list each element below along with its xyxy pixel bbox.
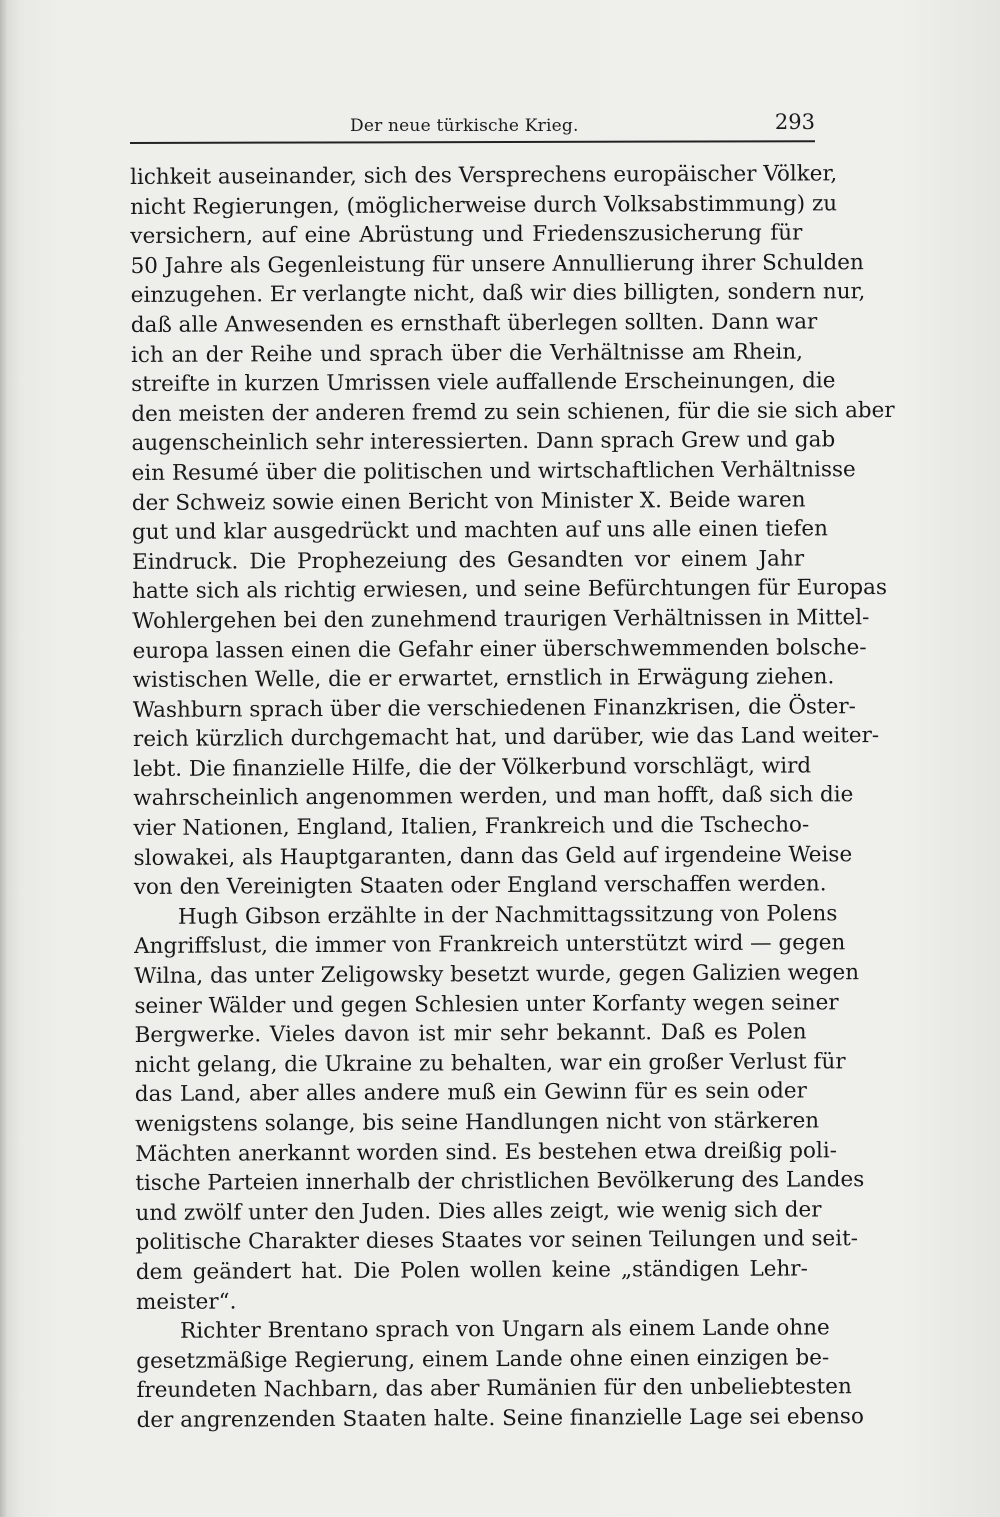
text-line: nicht Regierungen, (möglicherweise durch Volksabstimmung) zu	[130, 190, 838, 220]
text-line: augenscheinlich sehr interessierten. Dann sprach Grew und gab	[131, 427, 836, 457]
text-line: lichkeit auseinander, sich des Versprechens europäischer Völker,	[130, 161, 838, 190]
text-line: gut und klar ausgedrückt und machten auf uns alle einen tiefen	[131, 516, 829, 546]
text-line: meister“.	[135, 1289, 237, 1315]
text-line: ich an der Reihe und sprach über die Verhältnisse am Rhein,	[130, 339, 804, 368]
text-line: Angriffslust, die immer von Frankreich unterstützt wird — gegen	[134, 930, 846, 960]
text-line: Eindruck. Die Prophezeiung des Gesandten vor einem Jahr	[132, 546, 805, 575]
text-line: gesetzmäßige Regierung, einem Lande ohne einen einzigen be-	[136, 1345, 830, 1374]
text-line: und zwölf unter den Juden. Dies alles zeigt, wie wenig sich der	[135, 1197, 822, 1226]
text-line: tische Parteien innerhalb der christlichen Bevölkerung des Landes	[135, 1167, 865, 1197]
text-line: der Schweiz sowie einen Bericht von Minister X. Beide waren	[131, 486, 806, 516]
page-number: 293	[774, 110, 815, 134]
text-line: hatte sich als richtig erwiesen, und seine Befürchtungen für Europas	[132, 575, 888, 605]
text-line: daß alle Anwesenden es ernsthaft überlegen sollten. Dann war	[130, 309, 818, 338]
text-line: nicht gelang, die Ukraine zu behalten, war ein großer Verlust für	[134, 1049, 846, 1078]
text-line: wahrscheinlich angenommen werden, und man hofft, daß sich die	[133, 782, 854, 812]
text-line: Mächten anerkannt worden sind. Es bestehen etwa dreißig poli-	[135, 1137, 837, 1167]
text-line: einzugehen. Er verlangte nicht, daß wir dies billigten, sondern nur,	[130, 279, 866, 309]
text-line: wenigstens solange, bis seine Handlungen nicht von stärkeren	[134, 1108, 820, 1137]
text-line: dem geändert hat. Die Polen wollen keine „ständigen Lehr-	[135, 1256, 808, 1285]
text-line: Washburn sprach über die verschiedenen Finanzkrisen, die Öster-	[132, 693, 856, 723]
text-line: europa lassen einen die Gefahr einer überschwemmenden bolsche-	[132, 634, 867, 664]
text-line: streifte in kurzen Umrissen viele auffallende Erscheinungen, die	[131, 368, 836, 398]
text-line: 50 Jahre als Gegenleistung für unsere Annullierung ihrer Schulden	[130, 249, 864, 279]
running-title: Der neue türkische Krieg.	[350, 116, 579, 136]
text-line: politische Charakter dieses Staates vor seinen Teilungen und seit-	[135, 1226, 859, 1256]
text-line: seiner Wälder und gegen Schlesien unter Korfanty wegen seiner	[134, 989, 839, 1019]
text-line: vier Nationen, England, Italien, Frankreich und die Tschecho-	[133, 812, 810, 842]
text-line: versichern, auf eine Abrüstung und Friedenszusicherung für	[130, 220, 803, 250]
page-header	[130, 110, 815, 144]
text-line: wistischen Welle, die er erwartet, ernstlich in Erwägung ziehen.	[132, 664, 835, 694]
text-line: Bergwerke. Vieles davon ist mir sehr bekannt. Daß es Polen	[134, 1019, 807, 1049]
paragraph-first-line: Hugh Gibson erzählte in der Nachmittagssitzung von Polens	[177, 901, 838, 930]
text-line: reich kürzlich durchgemacht hat, und darüber, wie das Land weiter-	[132, 723, 880, 753]
paragraph-first-line: Richter Brentano sprach von Ungarn als einem Lande ohne	[180, 1315, 830, 1344]
page-gutter-shadow	[0, 0, 8, 1517]
header-rule	[130, 140, 815, 144]
text-line: Wilna, das unter Zeligowsky besetzt wurde, gegen Galizien wegen	[134, 960, 860, 990]
text-line: das Land, aber alles andere muß ein Gewinn für es sein oder	[134, 1078, 807, 1108]
text-line: freundeten Nachbarn, das aber Rumänien für den unbeliebtesten	[136, 1374, 852, 1404]
text-line: Wohlergehen bei den zunehmend traurigen Verhältnissen in Mittel-	[132, 605, 870, 634]
text-line: der angrenzenden Staaten halte. Seine finanzielle Lage sei ebenso	[136, 1404, 864, 1433]
text-line: ein Resumé über die politischen und wirtschaftlichen Verhältnisse	[131, 457, 856, 486]
text-line: slowakei, als Hauptgaranten, dann das Geld auf irgendeine Weise	[133, 841, 853, 871]
text-line: von den Vereinigten Staaten oder England verschaffen werden.	[133, 871, 827, 901]
text-line: lebt. Die finanzielle Hilfe, die der Völkerbund vorschlägt, wird	[133, 753, 812, 782]
text-line: den meisten der anderen fremd zu sein schienen, für die sie sich aber	[131, 397, 895, 427]
body-text	[130, 159, 895, 1435]
